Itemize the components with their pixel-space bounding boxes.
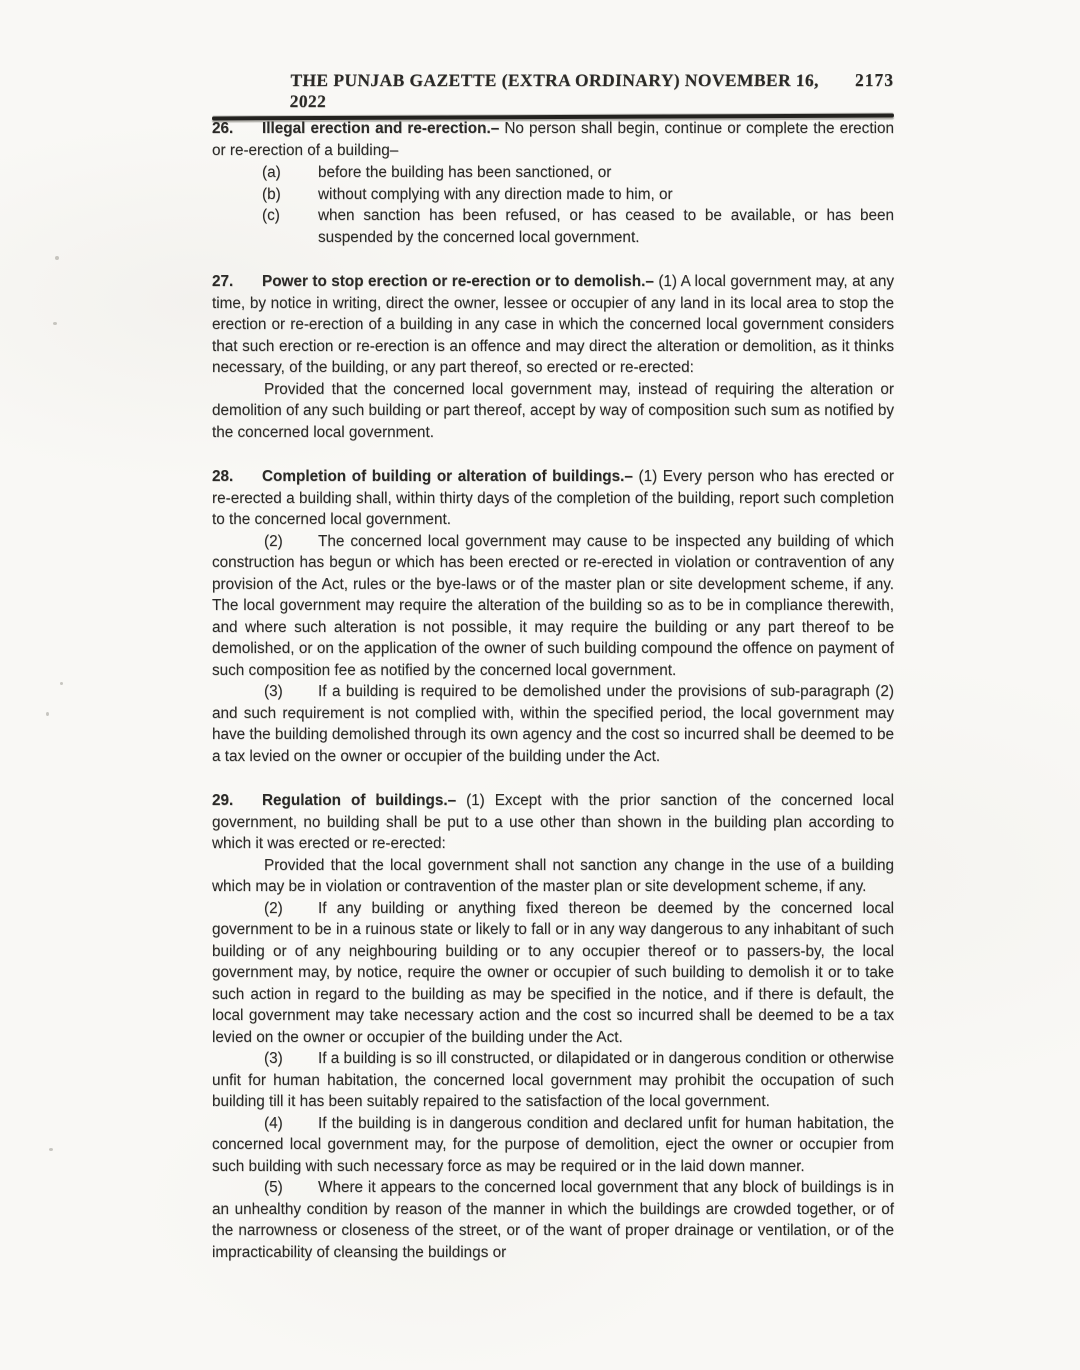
section-lead-paragraph [212, 271, 894, 379]
section-lead-text: No person shall begin, continue or complete the erection or re-erection of a building– [212, 120, 894, 159]
page-header [212, 70, 894, 119]
paragraph-text: If any building or anything fixed thereon be deemed by the concerned local government to be in a ruinous state or likely to fall or in any way dangerous to any inhabitant of such building or of any neighbouring building or to any occupier thereof or to passers-by, the local government may, by notice, require the owner or occupier of such building to demolish it or to take such action in regard to the building as may be specified in the notice, and if there is default, the local government may take necessary action and the cost so incurred shall be deemed to be a tax levied on the owner or occupier of the building under the Act. [212, 899, 894, 1046]
paragraph-text: Provided that the local government shall not sanction any change in the use of a building which may be in violation or contravention of the master plan or site development scheme, if any. [212, 856, 894, 895]
paragraph-label: (4) [264, 1114, 283, 1132]
paragraph-text: If a building is so ill constructed, or dilapidated or in dangerous condition or otherwise unfit for human habitation, the concerned local government may prohibit the occupation of such building till it has been suitably repaired to the satisfaction of the local government. [212, 1050, 894, 1110]
section-27 [212, 271, 894, 443]
clause-item [262, 205, 894, 248]
section-lead-text: (1) Every person who has erected or re-erected a building shall, within thirty days of the completion of the building, report such completion to the concerned local government. [212, 468, 894, 528]
clause-text: before the building has been sanctioned, or [318, 164, 612, 181]
section-number: 29. [212, 792, 234, 809]
document-body [212, 118, 894, 1286]
clause-item [262, 184, 894, 206]
clause-item [262, 162, 894, 184]
scan-speckle [53, 322, 57, 325]
scan-speckle [55, 256, 59, 260]
section-29 [212, 790, 894, 1263]
section-number: 28. [212, 468, 234, 485]
sub-paragraph [212, 531, 894, 682]
proviso-paragraph [212, 855, 894, 898]
clause-list [262, 162, 894, 248]
paragraph-label: (3) [264, 1050, 283, 1067]
section-lead-paragraph [212, 790, 894, 855]
clause-label: (c) [262, 207, 280, 224]
section-lead-text: (1) Except with the prior sanction of the concerned local government, no building shall be put to a use other than shown in the building plan according to which it was erected or re-erected: [212, 792, 895, 852]
section-26 [212, 118, 894, 248]
section-lead-paragraph [212, 118, 894, 161]
section-28 [212, 466, 894, 767]
section-number: 26. [212, 120, 234, 137]
gazette-title: THE PUNJAB GAZETTE (EXTRA ORDINARY) NOVEMBER 16, 2022 [289, 70, 820, 111]
scan-speckle [60, 682, 63, 685]
clause-label: (a) [262, 164, 281, 181]
sub-paragraph [212, 681, 894, 767]
paragraph-label: (3) [264, 683, 283, 700]
paragraph-text: Where it appears to the concerned local government that any block of buildings is in an unhealthy condition by reason of the manner in which the buildings are crowded together, or of the narrowness or closeness of the street, or of the want of proper drainage or ventilation, or of the impracticability of cleansing the buildings or [212, 1179, 894, 1261]
clause-text: without complying with any direction made to him, or [318, 185, 673, 203]
paragraph-text: If a building is required to be demolished under the provisions of sub-paragraph (2) and such requirement is not complied with, within the specified period, the local government may have the building demolished through its own agency and the cost so incurred shall be deemed to be a tax levied on the owner or occupier of the building under the Act. [212, 683, 895, 765]
clause-text: when sanction has been refused, or has ceased to be available, or has been suspended by the concerned local government. [318, 207, 894, 246]
sub-paragraph [212, 898, 894, 1049]
sub-paragraph [212, 1177, 894, 1263]
scan-speckle [49, 1148, 53, 1151]
section-heading: Regulation of buildings.– [262, 792, 457, 809]
page-number: 2173 [855, 70, 894, 90]
section-lead-paragraph [212, 466, 894, 531]
paragraph-label: (2) [264, 899, 283, 917]
scan-speckle [46, 712, 49, 716]
sub-paragraph [212, 1048, 894, 1113]
paragraph-text: The concerned local government may cause to be inspected any building of which construction has begun or which has been erected or re-erected in violation or contravention of any provision of the Act, rules or the bye-laws or of the master plan or site development scheme, if any. The local government may require the alteration of the building so as to be in compliance therewith, and where such alteration is not possible, it may require the building or any part thereof to be demolished, or on the application of the owner of such building compound the offence on payment of such composition fee as notified by the concerned local government. [212, 532, 894, 679]
paragraph-label: (2) [264, 532, 283, 550]
section-heading: Illegal erection and re-erection.– [262, 120, 500, 137]
sub-paragraph [212, 1113, 894, 1178]
paragraph-text: If the building is in dangerous condition and declared unfit for human habitation, the concerned local government may, for the purpose of demolition, eject the owner or occupier from such building with such necessary force as may be required or in the laid down manner. [212, 1114, 894, 1175]
section-heading: Completion of building or alteration of buildings.– [262, 468, 633, 485]
proviso-paragraph [212, 379, 894, 444]
section-heading: Power to stop erection or re-erection or to demolish.– [262, 273, 654, 290]
paragraph-text: Provided that the concerned local government may, instead of requiring the alteration or demolition of any such building or part thereof, accept by way of composition such sum as notified by the concerned local government. [212, 380, 894, 441]
clause-label: (b) [262, 185, 281, 203]
section-number: 27. [212, 273, 234, 290]
paragraph-label: (5) [264, 1179, 283, 1196]
section-lead-text: (1) A local government may, at any time, by notice in writing, direct the owner, lessee or occupier of any land in its local area to stop the erection or re-erection of a building in any case in which the concerned local government considers that such erection or re-erection is an offence and may direct the alteration or demolition, as it thinks necessary, of the building, or any part thereof, so erected or re-erected: [212, 273, 894, 376]
